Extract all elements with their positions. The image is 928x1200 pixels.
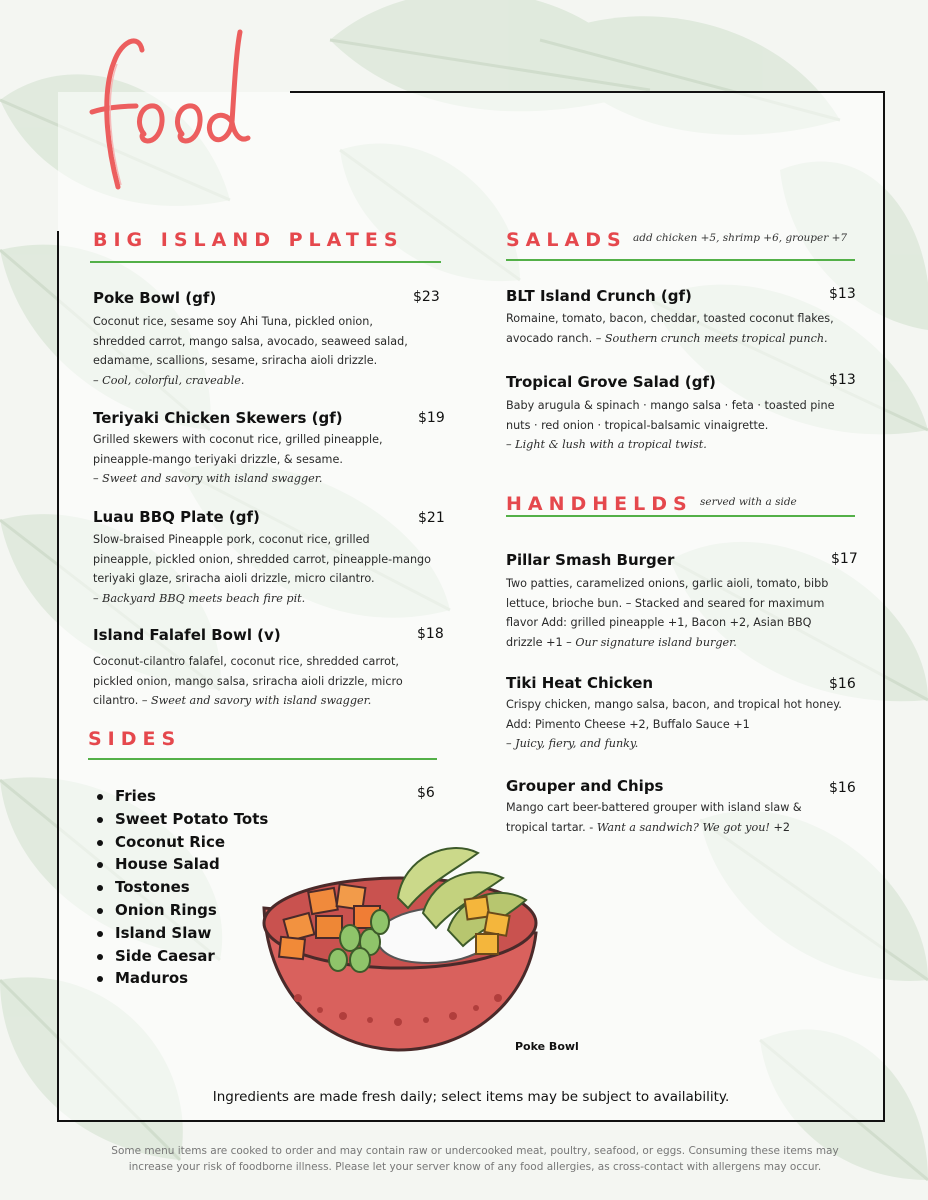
disclaimer-line: Some menu items are cooked to order and may contain raw or undercooked meat, poultry, seafood, or eggs. Consuming these items may bbox=[111, 1145, 839, 1157]
desc-line: Coconut rice, sesame soy Ahi Tuna, pickled onion, bbox=[93, 315, 373, 328]
bullet bbox=[97, 862, 103, 868]
item-price: $18 bbox=[417, 626, 444, 642]
desc-line: teriyaki glaze, sriracha aioli drizzle, micro cilantro. bbox=[93, 572, 375, 585]
list-item bbox=[96, 899, 268, 922]
item-name: Teriyaki Chicken Skewers (gf) bbox=[93, 409, 343, 427]
list-item bbox=[96, 808, 268, 831]
item-tagline: – Southern crunch meets tropical punch. bbox=[595, 331, 828, 345]
item-description bbox=[506, 798, 802, 837]
desc-line: Slow-braised Pineapple pork, coconut rice, grilled bbox=[93, 533, 370, 546]
item-description bbox=[93, 312, 408, 390]
item-description bbox=[506, 309, 834, 348]
section-divider bbox=[506, 259, 855, 261]
side-label: Onion Rings bbox=[115, 900, 217, 919]
food-logo bbox=[84, 22, 254, 197]
desc-line: Romaine, tomato, bacon, cheddar, toasted coconut flakes, bbox=[506, 312, 834, 325]
item-tagline: – Light & lush with a tropical twist. bbox=[506, 438, 707, 451]
item-price: $17 bbox=[831, 551, 858, 567]
item-tagline: Want a sandwich? We got you! bbox=[596, 820, 770, 834]
item-price: $19 bbox=[418, 410, 445, 426]
desc-line: tropical tartar. - bbox=[506, 820, 597, 834]
desc-line: Mango cart beer-battered grouper with island slaw & bbox=[506, 801, 802, 814]
poke-bowl-illustration bbox=[258, 838, 548, 1063]
desc-line: drizzle +1 – bbox=[506, 635, 576, 649]
desc-line: pickled onion, mango salsa, sriracha aioli drizzle, micro bbox=[93, 674, 403, 688]
bullet bbox=[97, 908, 103, 914]
item-description bbox=[93, 430, 383, 489]
item-tagline: – Cool, colorful, craveable. bbox=[93, 373, 245, 387]
bullet bbox=[97, 885, 103, 891]
desc-line: Grilled skewers with coconut rice, grilled pineapple, bbox=[93, 433, 383, 446]
item-price: $13 bbox=[829, 372, 856, 388]
item-description bbox=[93, 530, 431, 608]
item-price: $23 bbox=[413, 289, 440, 305]
item-name: BLT Island Crunch (gf) bbox=[506, 287, 692, 305]
bullet bbox=[97, 817, 103, 823]
side-label: Tostones bbox=[115, 878, 190, 897]
desc-line: flavor Add: grilled pineapple +1, Bacon +2, Asian BBQ bbox=[506, 616, 812, 629]
item-tagline: – Sweet and savory with island swagger. bbox=[141, 694, 372, 707]
bullet bbox=[97, 954, 103, 960]
item-description bbox=[506, 695, 842, 754]
food-safety-disclaimer bbox=[80, 1143, 870, 1175]
item-tagline: Our signature island burger. bbox=[575, 635, 737, 649]
handhelds-note: served with a side bbox=[700, 496, 797, 508]
item-description bbox=[93, 652, 403, 711]
side-label: Side Caesar bbox=[115, 946, 215, 965]
image-caption: Poke Bowl bbox=[515, 1040, 579, 1053]
section-divider bbox=[90, 261, 441, 263]
desc-line: shredded carrot, mango salsa, avocado, seaweed salad, bbox=[93, 334, 408, 348]
item-name: Island Falafel Bowl (v) bbox=[93, 626, 281, 644]
desc-line: pineapple-mango teriyaki drizzle, & sesame. bbox=[93, 452, 343, 466]
bullet bbox=[97, 976, 103, 982]
item-description bbox=[506, 396, 835, 455]
section-title-sides: SIDES bbox=[88, 728, 182, 750]
desc-line: Baby arugula & spinach · mango salsa · feta · toasted pine bbox=[506, 399, 835, 412]
item-price: $16 bbox=[829, 676, 856, 692]
side-label: Fries bbox=[115, 787, 156, 805]
item-tagline: – Backyard BBQ meets beach fire pit. bbox=[93, 591, 306, 605]
item-name: Tropical Grove Salad (gf) bbox=[506, 373, 716, 391]
desc-line: cilantro. bbox=[93, 694, 142, 707]
bullet bbox=[97, 931, 103, 937]
bullet bbox=[97, 840, 103, 846]
item-price: $16 bbox=[829, 780, 856, 796]
salads-addon-note: add chicken +5, shrimp +6, grouper +7 bbox=[633, 232, 848, 244]
side-label: Island Slaw bbox=[115, 923, 212, 942]
freshness-note: Ingredients are made fresh daily; select items may be subject to availability. bbox=[212, 1089, 730, 1105]
desc-line: nuts · red onion · tropical-balsamic vinaigrette. bbox=[506, 418, 769, 432]
section-title-salads: SALADS bbox=[506, 229, 627, 251]
item-price: $13 bbox=[829, 286, 856, 302]
item-tagline: – Sweet and savory with island swagger. bbox=[93, 472, 323, 485]
desc-line: avocado ranch. bbox=[506, 331, 596, 345]
item-name: Poke Bowl (gf) bbox=[93, 289, 217, 307]
desc-line: Add: Pimento Cheese +2, Buffalo Sauce +1 bbox=[506, 717, 750, 731]
list-item bbox=[96, 945, 268, 968]
desc-line: lettuce, brioche bun. – Stacked and seared for maximum bbox=[506, 596, 825, 610]
section-divider bbox=[88, 758, 437, 760]
list-item bbox=[96, 922, 268, 945]
list-item bbox=[96, 967, 268, 990]
desc-line: Coconut-cilantro falafel, coconut rice, shredded carrot, bbox=[93, 655, 399, 668]
item-price: $21 bbox=[418, 510, 445, 526]
section-divider bbox=[506, 515, 855, 517]
item-tagline: – Juicy, fiery, and funky. bbox=[506, 737, 639, 750]
sides-price: $6 bbox=[417, 785, 435, 801]
desc-line: +2 bbox=[769, 820, 790, 834]
item-name: Tiki Heat Chicken bbox=[506, 674, 654, 692]
side-label: Sweet Potato Tots bbox=[115, 809, 269, 828]
item-name: Luau BBQ Plate (gf) bbox=[93, 508, 260, 526]
disclaimer-line: increase your risk of foodborne illness. Please let your server know of any food allergies, as cross-contact with allergens may occur. bbox=[128, 1161, 822, 1173]
sides-list bbox=[96, 785, 268, 990]
section-title-plates: BIG ISLAND PLATES bbox=[93, 229, 404, 251]
list-item bbox=[96, 785, 268, 808]
list-item bbox=[96, 831, 268, 854]
list-item bbox=[96, 876, 268, 899]
desc-line: edamame, scallions, sesame, sriracha aioli drizzle. bbox=[93, 354, 378, 367]
desc-line: Crispy chicken, mango salsa, bacon, and tropical hot honey. bbox=[506, 698, 842, 711]
item-name: Pillar Smash Burger bbox=[506, 551, 675, 569]
desc-line: pineapple, pickled onion, shredded carrot, pineapple-mango bbox=[93, 552, 431, 566]
item-name: Grouper and Chips bbox=[506, 777, 664, 795]
side-label: Maduros bbox=[115, 969, 189, 988]
list-item bbox=[96, 853, 268, 876]
side-label: House Salad bbox=[115, 855, 220, 874]
section-title-handhelds: HANDHELDS bbox=[506, 493, 693, 515]
side-label: Coconut Rice bbox=[115, 832, 226, 851]
bullet bbox=[97, 794, 103, 800]
desc-line: Two patties, caramelized onions, garlic aioli, tomato, bibb bbox=[506, 577, 829, 590]
item-description bbox=[506, 574, 828, 652]
